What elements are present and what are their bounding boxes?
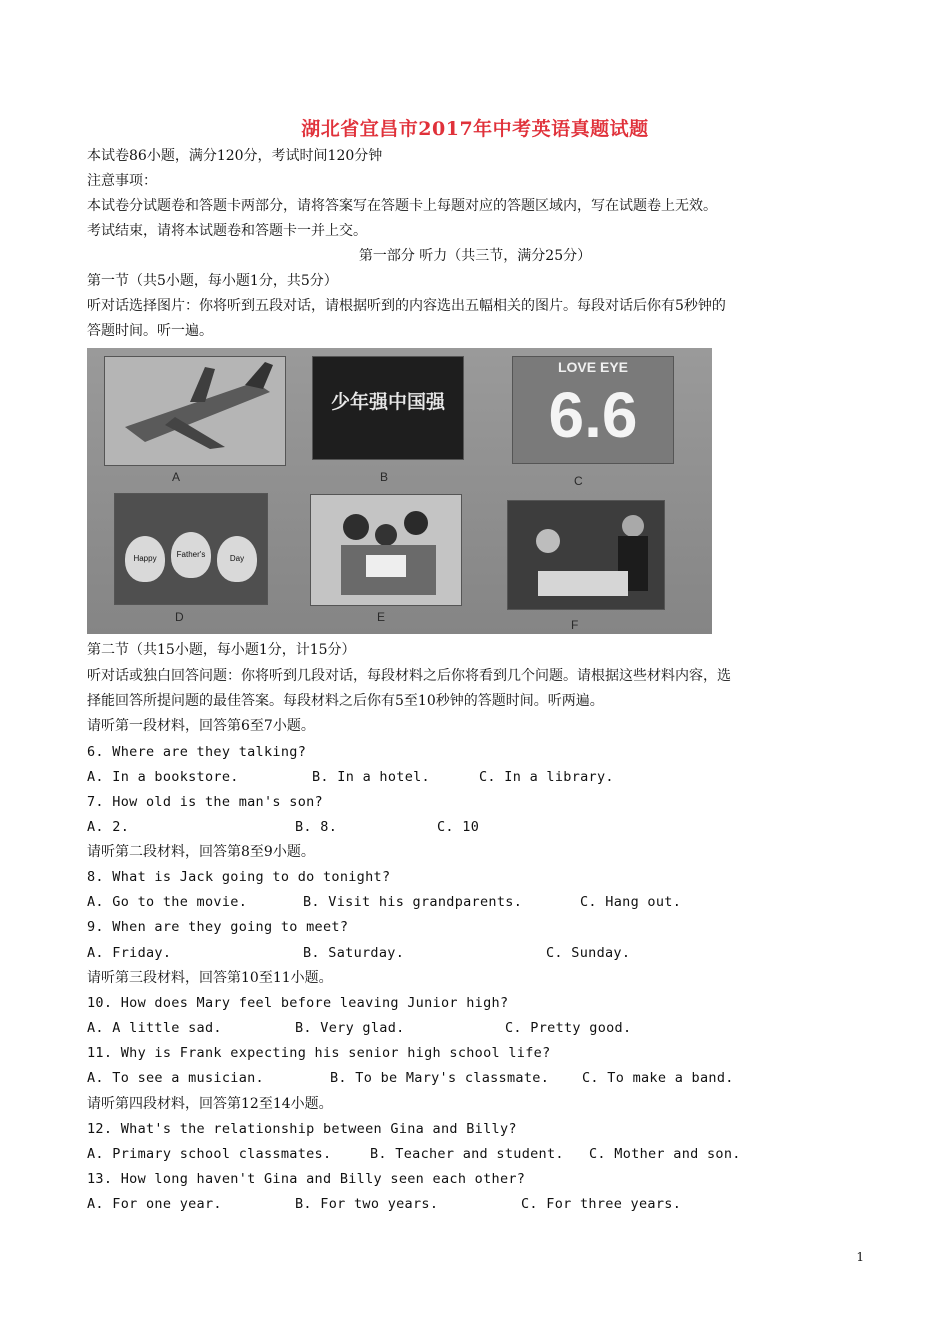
section2-instruction: 听对话或独白回答问题：你将听到几段对话，每段材料之后你将看到几个问题。请根据这些材料内容，选 <box>87 668 731 684</box>
page-title: 湖北省宜昌市2017年中考英语真题试题 <box>301 118 649 140</box>
airplane-icon <box>105 357 285 465</box>
section2-heading: 第二节（共15小题，每小题1分，计15分） <box>87 642 356 658</box>
intro-line: 本试卷86小题，满分120分，考试时间120分钟 <box>87 148 383 164</box>
picture-f-chess <box>507 500 665 610</box>
group-instruction: 请听第二段材料，回答第8至9小题。 <box>87 844 315 860</box>
question-text: 9. When are they going to meet? <box>87 919 349 935</box>
option-b: B. Saturday. <box>303 945 405 961</box>
option-a: A. A little sad. <box>87 1020 222 1036</box>
intro-line: 考试结束，请将本试题卷和答题卡一并上交。 <box>87 223 367 239</box>
option-b: B. Very glad. <box>295 1020 405 1036</box>
option-c: C. Sunday. <box>546 945 631 961</box>
chess-icon <box>508 501 664 609</box>
page-number: 1 <box>856 1250 864 1264</box>
option-a: A. For one year. <box>87 1196 222 1212</box>
option-b: B. Teacher and student. <box>370 1146 564 1162</box>
intro-line: 本试卷分试题卷和答题卡两部分，请将答案写在答题卡上每题对应的答题区域内，写在试题卷上无效。 <box>87 198 717 214</box>
picture-d-fathers-day <box>114 493 268 605</box>
picture-c-love-eye <box>512 356 674 464</box>
option-c: C. For three years. <box>521 1196 682 1212</box>
group-instruction: 请听第三段材料，回答第10至11小题。 <box>87 970 333 986</box>
intro-line: 注意事项： <box>87 173 157 189</box>
option-a: A. Go to the movie. <box>87 894 248 910</box>
option-c: C. 10 <box>437 819 480 835</box>
family-icon <box>311 495 461 605</box>
picture-label: D <box>175 610 184 624</box>
love-eye-caption: LOVE EYE <box>557 359 629 375</box>
section1-heading: 第一节（共5小题，每小题1分，共5分） <box>87 273 338 289</box>
option-c: C. In a library. <box>479 769 614 785</box>
card-fathers: Father's <box>171 532 211 578</box>
option-c: C. Hang out. <box>580 894 682 910</box>
question-text: 6. Where are they talking? <box>87 744 307 760</box>
poster-caption: 少年强中国强 <box>330 391 445 413</box>
option-a: A. Friday. <box>87 945 172 961</box>
option-b: B. To be Mary's classmate. <box>330 1070 550 1086</box>
picture-a-airplane <box>104 356 286 466</box>
question-text: 7. How old is the man's son? <box>87 794 323 810</box>
group-instruction: 请听第一段材料，回答第6至7小题。 <box>87 718 315 734</box>
picture-label: B <box>380 470 389 484</box>
section2-instruction: 择能回答所提问题的最佳答案。每段材料之后你有5至10秒钟的答题时间。听两遍。 <box>87 693 604 709</box>
question-text: 11. Why is Frank expecting his senior high school life? <box>87 1045 551 1061</box>
group-instruction: 请听第四段材料，回答第12至14小题。 <box>87 1096 333 1112</box>
picture-label: C <box>574 474 583 488</box>
option-b: B. In a hotel. <box>312 769 430 785</box>
option-c: C. To make a band. <box>582 1070 734 1086</box>
option-a: A. To see a musician. <box>87 1070 264 1086</box>
question-text: 13. How long haven't Gina and Billy seen each other? <box>87 1171 526 1187</box>
option-c: C. Mother and son. <box>589 1146 741 1162</box>
picture-label: F <box>571 618 579 632</box>
card-day: Day <box>217 536 257 582</box>
option-b: B. 8. <box>295 819 338 835</box>
picture-label: A <box>172 470 181 484</box>
option-a: A. Primary school classmates. <box>87 1146 332 1162</box>
listening-pictures <box>87 348 712 634</box>
question-text: 12. What's the relationship between Gina and Billy? <box>87 1121 517 1137</box>
section1-instruction: 答题时间。听一遍。 <box>87 323 213 339</box>
part1-heading: 第一部分 听力（共三节，满分25分） <box>358 248 592 264</box>
picture-b-poster <box>312 356 464 460</box>
picture-e-family-reading <box>310 494 462 606</box>
option-a: A. 2. <box>87 819 130 835</box>
question-text: 10. How does Mary feel before leaving Junior high? <box>87 995 509 1011</box>
section1-instruction: 听对话选择图片：你将听到五段对话，请根据听到的内容选出五幅相关的图片。每段对话后你有5秒钟的 <box>87 298 726 314</box>
love-eye-number: 6.6 <box>548 379 638 451</box>
picture-label: E <box>377 610 386 624</box>
option-b: B. For two years. <box>295 1196 439 1212</box>
option-b: B. Visit his grandparents. <box>303 894 523 910</box>
option-a: A. In a bookstore. <box>87 769 239 785</box>
question-text: 8. What is Jack going to do tonight? <box>87 869 391 885</box>
option-c: C. Pretty good. <box>505 1020 632 1036</box>
card-happy: Happy <box>125 536 165 582</box>
